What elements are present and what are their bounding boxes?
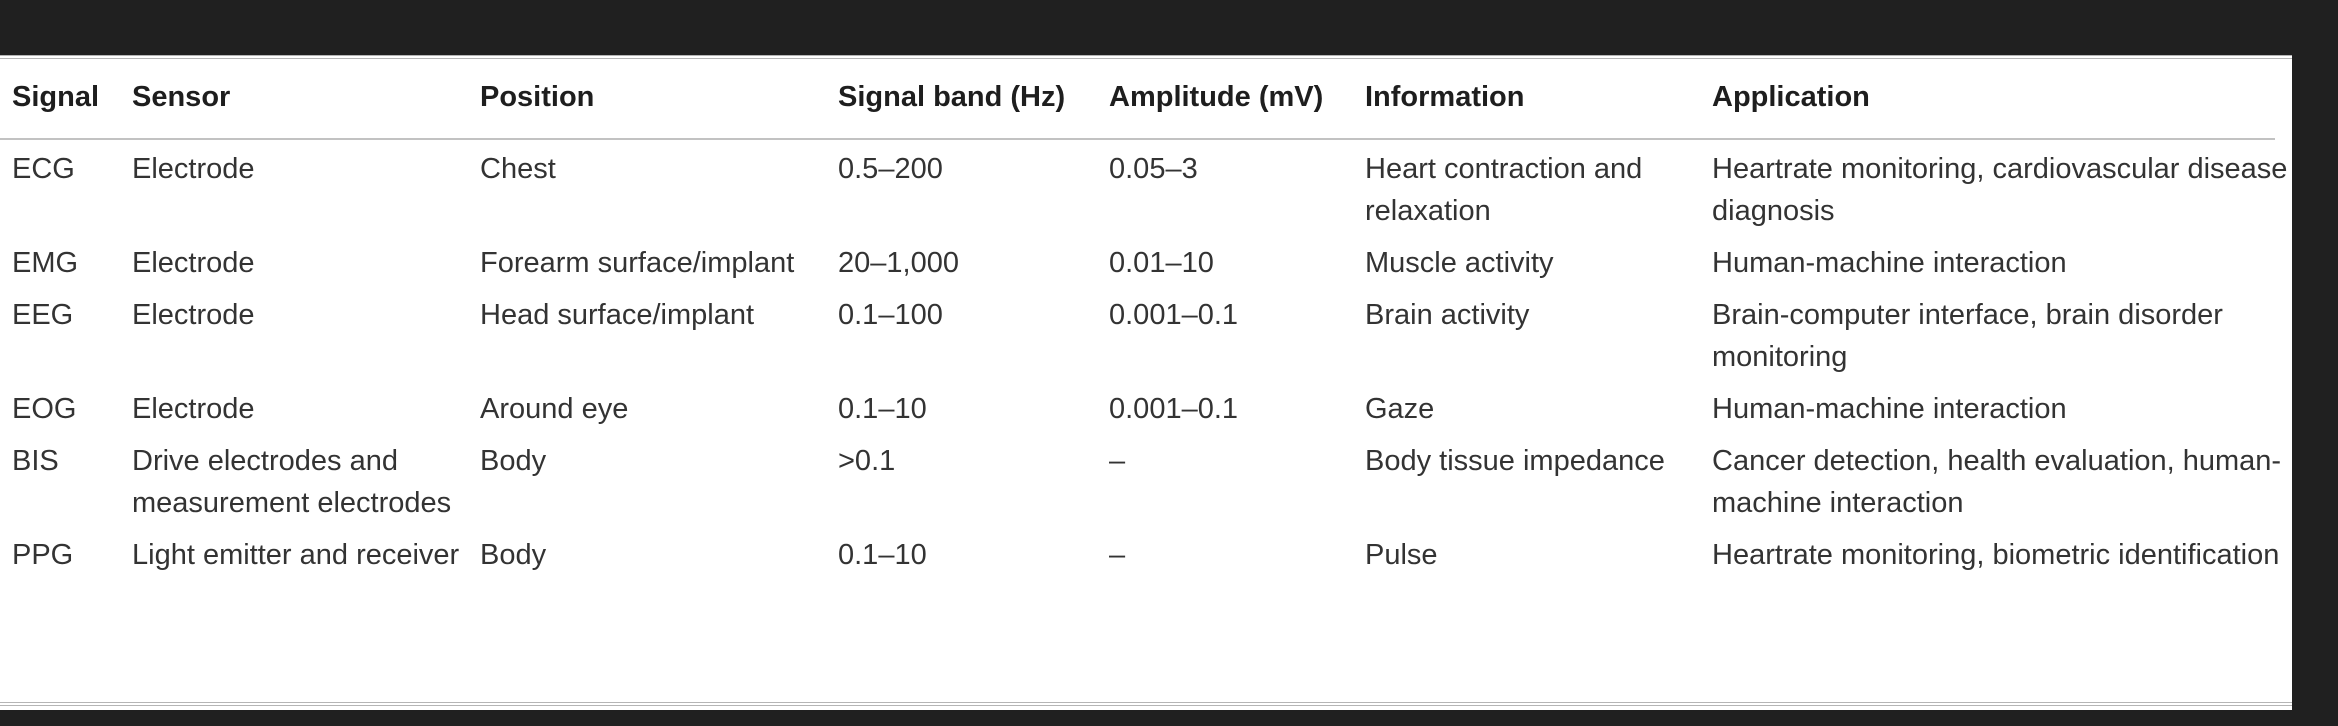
cell-signal-band: 0.1–10 xyxy=(838,393,927,425)
bottom-rule xyxy=(0,702,2292,706)
cell-signal-band: 0.5–200 xyxy=(838,153,943,185)
cell-information: Brain activity xyxy=(1365,299,1530,331)
cell-signal-band: 0.1–10 xyxy=(838,539,927,571)
cell-information: Muscle activity xyxy=(1365,247,1554,279)
cell-signal: EEG xyxy=(12,299,74,331)
header-signal-band: Signal band (Hz) xyxy=(838,81,1066,113)
cell-amplitude: 0.001–0.1 xyxy=(1109,393,1239,425)
cell-application: Heartrate monitoring, biometric identification xyxy=(1712,539,2280,571)
header-row xyxy=(0,55,2292,139)
cell-application: Human-machine interaction xyxy=(1712,393,2067,425)
cell-position: Body xyxy=(480,445,547,477)
cell-signal: PPG xyxy=(12,539,74,571)
cell-sensor: Electrode xyxy=(132,247,255,279)
header-information: Information xyxy=(1365,81,1525,113)
table-row xyxy=(0,294,2292,388)
cell-signal-band: 20–1,000 xyxy=(838,247,959,279)
cell-information: Pulse xyxy=(1365,539,1438,571)
cell-signal: EOG xyxy=(12,393,77,425)
cell-sensor: Electrode xyxy=(132,393,255,425)
cell-position: Forearm surface/implant xyxy=(480,247,795,279)
cell-amplitude: 0.001–0.1 xyxy=(1109,299,1239,331)
cell-amplitude: – xyxy=(1109,539,1126,571)
cell-information: Body tissue impedance xyxy=(1365,445,1665,477)
header-position: Position xyxy=(480,81,595,113)
table-row xyxy=(0,534,2292,586)
cell-amplitude: – xyxy=(1109,445,1126,477)
cell-signal-band: >0.1 xyxy=(838,445,896,477)
table-row xyxy=(0,242,2292,294)
cell-sensor: Light emitter and receiver xyxy=(132,539,460,571)
cell-signal: BIS xyxy=(12,445,59,477)
cell-position: Body xyxy=(480,539,547,571)
cell-position: Head surface/implant xyxy=(480,299,755,331)
cell-signal-band: 0.1–100 xyxy=(838,299,943,331)
cell-position: Around eye xyxy=(480,393,629,425)
header-amplitude: Amplitude (mV) xyxy=(1109,81,1324,113)
cell-application: Heartrate monitoring, cardiovascular disease diagnosis xyxy=(1712,153,2288,227)
cell-sensor: Drive electrodes and measurement electrodes xyxy=(132,445,452,519)
cell-sensor: Electrode xyxy=(132,153,255,185)
table-panel xyxy=(0,55,2292,710)
cell-information: Heart contraction and relaxation xyxy=(1365,153,1643,227)
cell-amplitude: 0.01–10 xyxy=(1109,247,1214,279)
cell-amplitude: 0.05–3 xyxy=(1109,153,1198,185)
header-signal: Signal xyxy=(12,81,100,113)
cell-signal: ECG xyxy=(12,153,75,185)
cell-information: Gaze xyxy=(1365,393,1435,425)
signal-table xyxy=(0,55,2292,586)
table-row xyxy=(0,388,2292,440)
cell-position: Chest xyxy=(480,153,556,185)
table-row xyxy=(0,139,2292,242)
table-row xyxy=(0,440,2292,534)
cell-application: Brain-computer interface, brain disorder monitoring xyxy=(1712,299,2223,373)
cell-sensor: Electrode xyxy=(132,299,255,331)
header-sensor: Sensor xyxy=(132,81,231,113)
header-application: Application xyxy=(1712,81,1870,113)
cell-application: Cancer detection, health evaluation, human-machine interaction xyxy=(1712,445,2282,519)
cell-application: Human-machine interaction xyxy=(1712,247,2067,279)
cell-signal: EMG xyxy=(12,247,79,279)
